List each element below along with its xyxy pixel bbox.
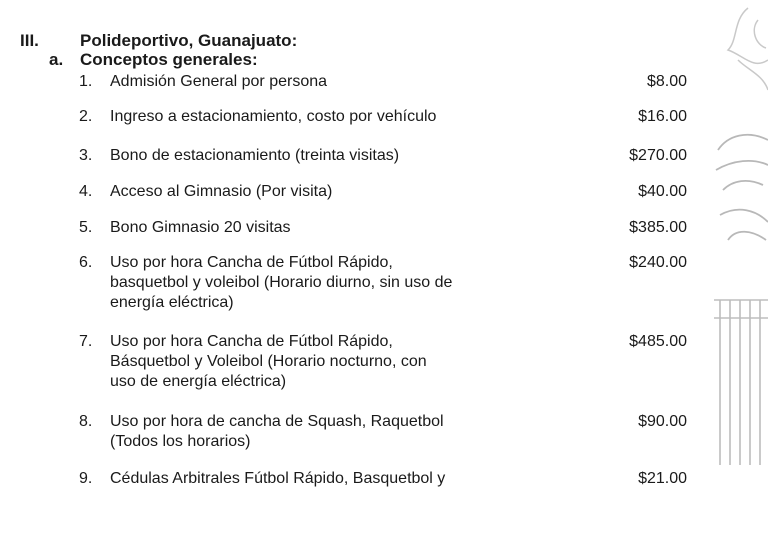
- item-price: $270.00: [629, 147, 687, 164]
- item-description: [110, 332, 510, 392]
- item-description-line: Uso por hora de cancha de Squash, Raquetbol: [110, 413, 444, 430]
- item-number: 9.: [79, 470, 93, 487]
- item-number: 6.: [79, 254, 93, 271]
- item-price: $16.00: [638, 108, 687, 125]
- item-price: $21.00: [638, 470, 687, 487]
- item-price: $240.00: [629, 254, 687, 271]
- coat-of-arms-watermark: [708, 0, 768, 470]
- item-price: $385.00: [629, 219, 687, 236]
- item-price: $8.00: [646, 73, 687, 90]
- section-number: III.: [20, 31, 39, 50]
- item-description-line: basquetbol y voleibol (Horario diurno, sin uso de: [110, 274, 453, 291]
- item-description: [110, 253, 510, 313]
- item-number: 5.: [79, 219, 93, 236]
- item-description: [110, 72, 510, 92]
- item-number: 3.: [79, 147, 93, 164]
- item-description: [110, 182, 510, 202]
- item-description-line: Bono Gimnasio 20 visitas: [110, 219, 291, 236]
- item-description: [110, 107, 510, 127]
- item-number: 4.: [79, 183, 93, 200]
- item-description-line: Ingreso a estacionamiento, costo por vehículo: [110, 108, 437, 125]
- item-price: $90.00: [638, 413, 687, 430]
- item-number: 2.: [79, 108, 93, 125]
- item-description-line: Admisión General por persona: [110, 73, 328, 90]
- item-description: [110, 146, 510, 166]
- item-number: 7.: [79, 333, 93, 350]
- item-description-line: energía eléctrica): [110, 294, 234, 311]
- section-title: Polideportivo, Guanajuato:: [80, 31, 298, 50]
- item-number: 1.: [79, 73, 93, 90]
- item-description-line: Básquetbol y Voleibol (Horario nocturno, con: [110, 353, 427, 370]
- item-description: [110, 469, 510, 489]
- item-description-line: Bono de estacionamiento (treinta visitas): [110, 147, 400, 164]
- item-description-line: Cédulas Arbitrales Fútbol Rápido, Basquetbol y: [110, 470, 446, 487]
- item-description-line: Uso por hora Cancha de Fútbol Rápido,: [110, 254, 393, 271]
- item-price: $485.00: [629, 333, 687, 350]
- item-description-line: Acceso al Gimnasio (Por visita): [110, 183, 333, 200]
- item-description-line: uso de energía eléctrica): [110, 373, 287, 390]
- subsection-title: Conceptos generales:: [80, 50, 258, 69]
- subsection-letter: a.: [49, 50, 64, 69]
- item-description-line: (Todos los horarios): [110, 433, 251, 450]
- item-description-line: Uso por hora Cancha de Fútbol Rápido,: [110, 333, 393, 350]
- item-number: 8.: [79, 413, 93, 430]
- item-price: $40.00: [638, 183, 687, 200]
- item-description: [110, 412, 510, 452]
- item-description: [110, 218, 510, 238]
